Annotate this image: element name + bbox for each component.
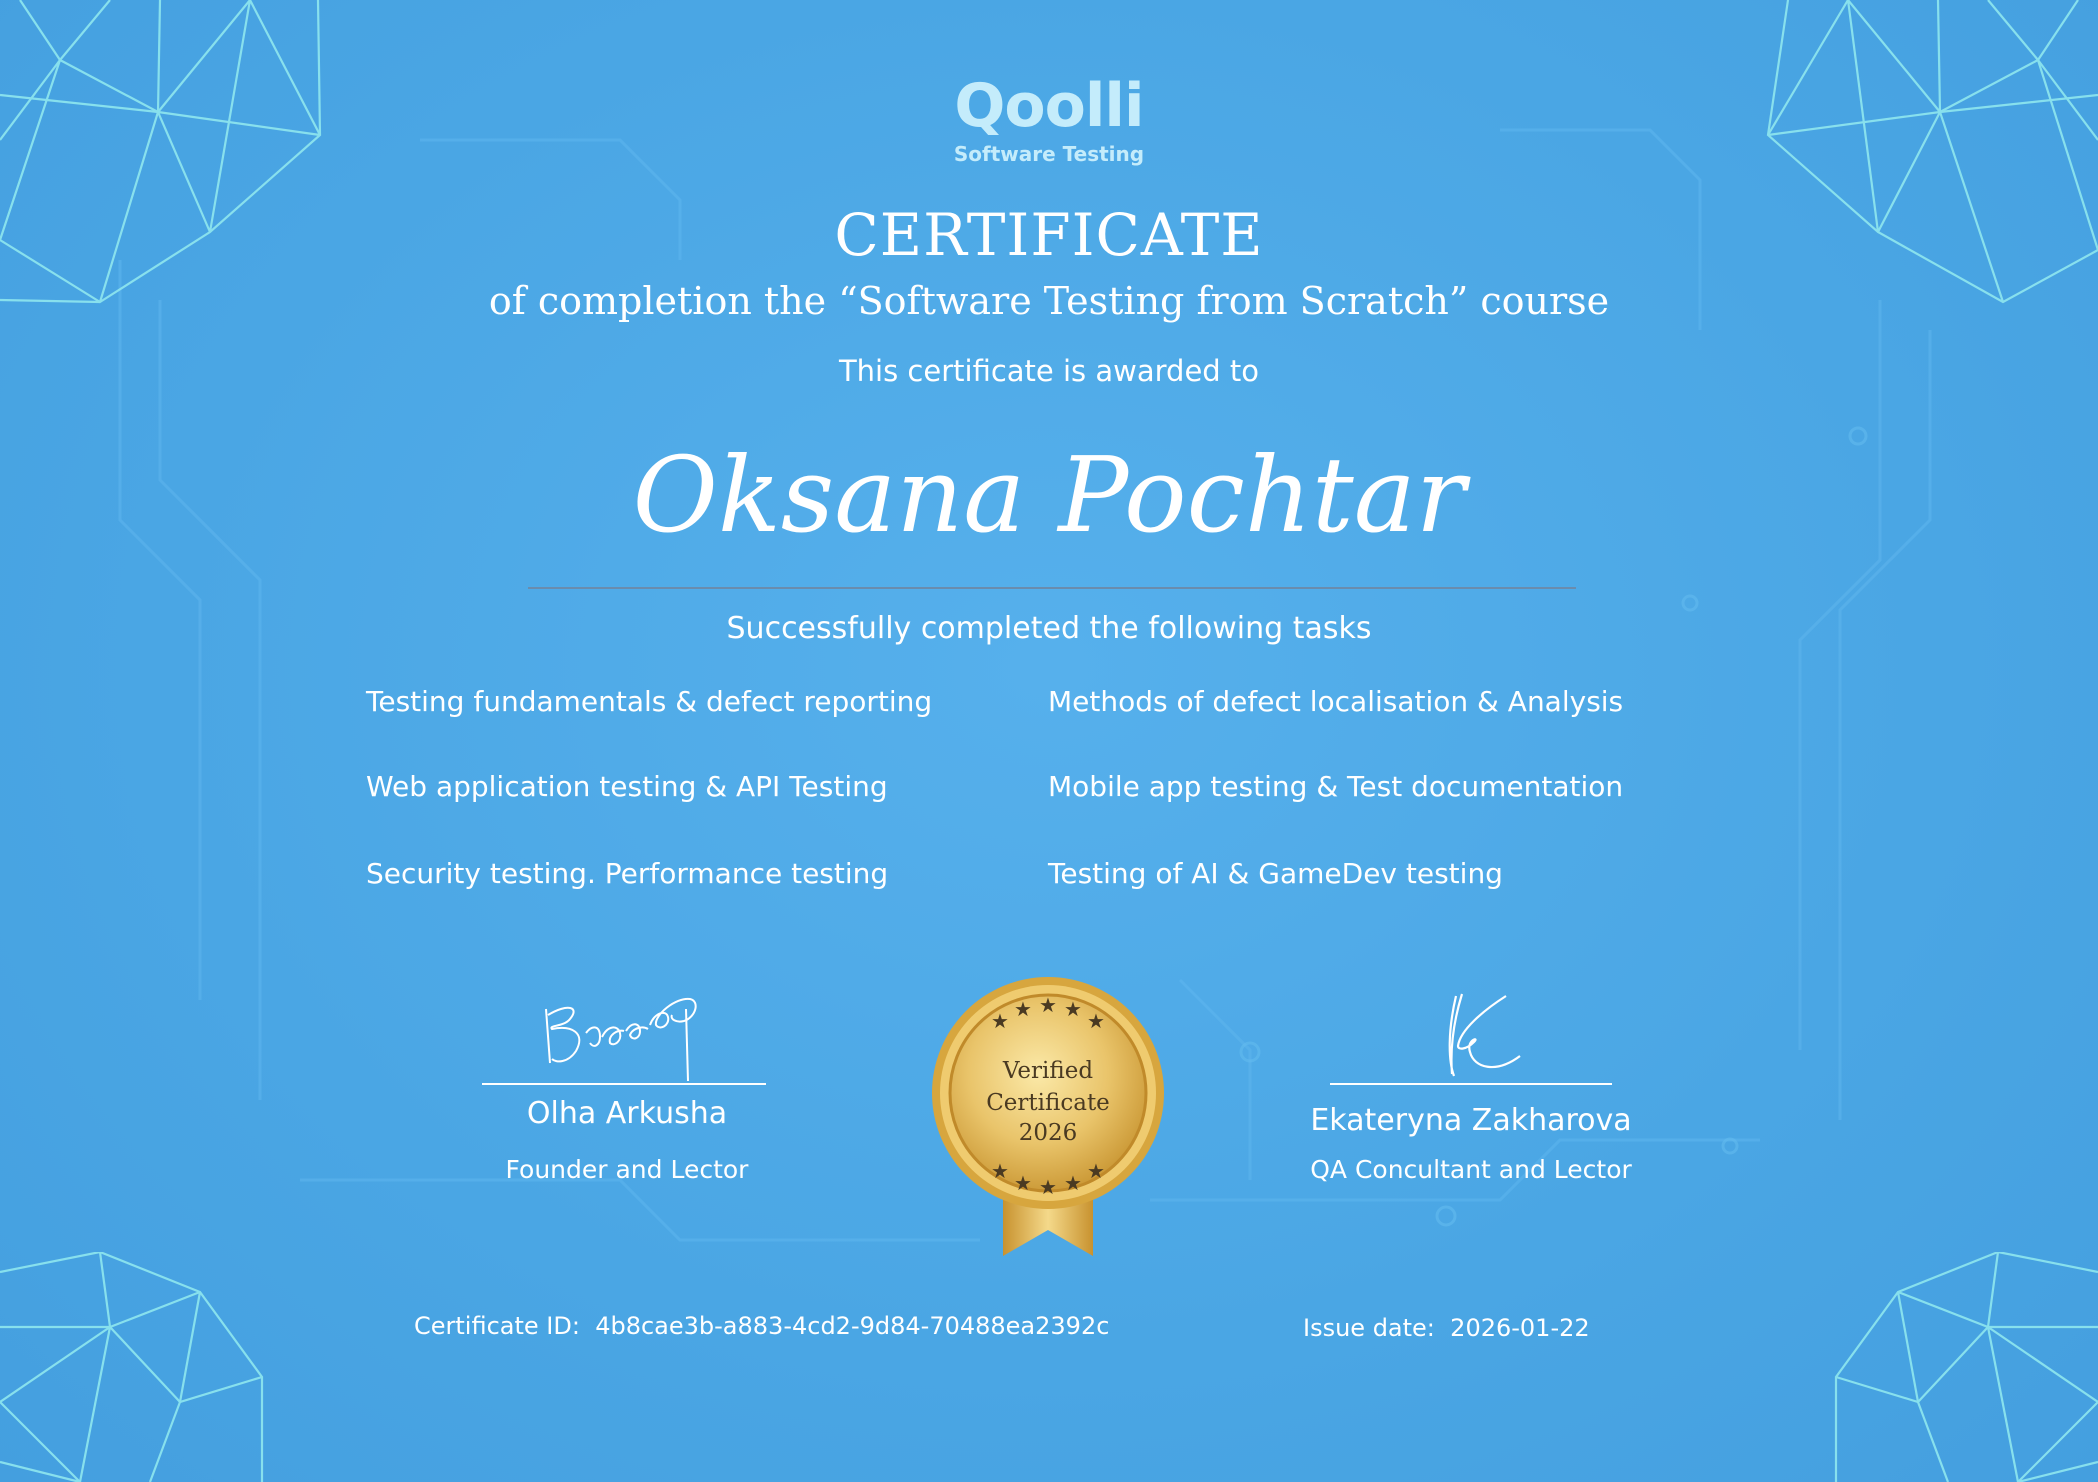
certificate-id-value: 4b8cae3b-a883-4cd2-9d84-70488ea2392c: [595, 1312, 1110, 1340]
tasks-heading: Successfully completed the following tasks: [726, 611, 1372, 646]
certificate-subtitle: of completion the “Software Testing from Scratch” course: [488, 279, 1610, 323]
seal-line-2: Certificate: [986, 1090, 1110, 1116]
svg-text:★: ★: [991, 1159, 1009, 1183]
signer-role-left: Founder and Lector: [505, 1155, 749, 1184]
logo-name: Qoolli: [954, 71, 1144, 141]
signature-left-image: [540, 985, 720, 1085]
seal-line-1: Verified: [1002, 1058, 1094, 1084]
signature-line-left: [482, 1083, 766, 1085]
verified-seal: [928, 968, 1168, 1268]
issue-date-value: 2026-01-22: [1450, 1314, 1590, 1342]
signature-right-image: [1440, 990, 1530, 1082]
svg-text:★: ★: [1087, 1159, 1105, 1183]
signer-name-left: Olha Arkusha: [526, 1096, 728, 1131]
svg-text:★: ★: [1014, 1171, 1032, 1195]
certificate-id-label: Certificate ID:: [414, 1312, 580, 1340]
svg-text:★: ★: [1039, 1175, 1057, 1199]
svg-text:★: ★: [1014, 997, 1032, 1021]
issue-date: [1303, 1316, 1590, 1340]
task-item: Security testing. Performance testing: [366, 857, 889, 890]
corner-geometry-bottom-left: [0, 1252, 270, 1482]
certificate-id: [414, 1314, 1109, 1338]
recipient-underline: [528, 587, 1576, 589]
issue-date-label: Issue date:: [1303, 1314, 1435, 1342]
svg-text:★: ★: [1039, 993, 1057, 1017]
task-item: Web application testing & API Testing: [366, 770, 888, 803]
svg-text:★: ★: [991, 1009, 1009, 1033]
signer-name-right: Ekateryna Zakharova: [1310, 1103, 1632, 1138]
recipient-name: Oksana Pochtar: [632, 434, 1466, 556]
signer-role-right: QA Concultant and Lector: [1310, 1155, 1632, 1184]
task-item: Testing of AI & GameDev testing: [1048, 857, 1503, 890]
svg-text:★: ★: [1087, 1009, 1105, 1033]
logo-subtitle: Software Testing: [953, 142, 1145, 166]
task-item: Testing fundamentals & defect reporting: [366, 685, 933, 718]
task-item: Methods of defect localisation & Analysis: [1048, 685, 1624, 718]
certificate-title: CERTIFICATE: [834, 201, 1264, 269]
svg-text:★: ★: [1064, 997, 1082, 1021]
corner-geometry-bottom-right: [1828, 1252, 2098, 1482]
awarded-text: This certificate is awarded to: [838, 354, 1260, 388]
signature-line-right: [1330, 1083, 1612, 1085]
svg-text:★: ★: [1064, 1171, 1082, 1195]
seal-line-3: 2026: [1018, 1120, 1078, 1146]
task-item: Mobile app testing & Test documentation: [1048, 770, 1624, 803]
